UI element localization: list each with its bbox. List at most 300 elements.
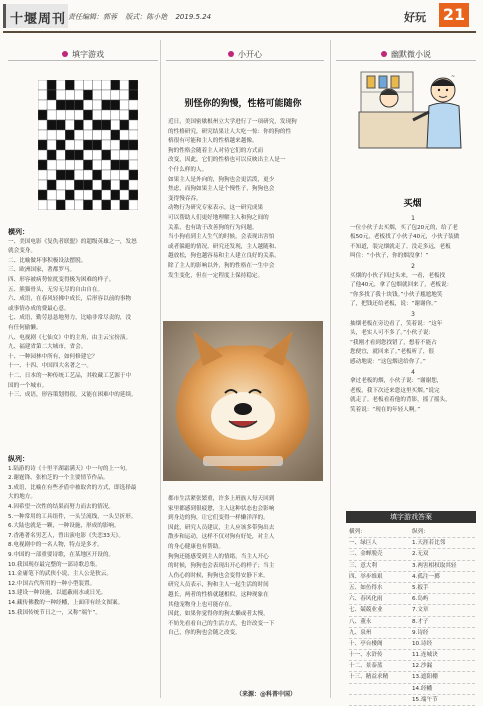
crossword-cell <box>47 150 56 160</box>
crossword-cell <box>102 170 111 180</box>
crossword-cell <box>93 110 102 120</box>
crossword-cell <box>74 140 83 150</box>
story-title: 买烟 <box>403 199 422 209</box>
article-line: 因此，研究人员建议，主人应该多带狗出去 <box>168 524 275 531</box>
answer-across: 九、泉州 <box>349 629 372 636</box>
article-line: 到身边的狗，让它们变得一样懒洋洋的。 <box>168 515 269 522</box>
answer-down: 10.诗经 <box>412 640 433 647</box>
answer-across: 六、春风化雨 <box>349 596 383 603</box>
bullet-icon <box>228 51 234 57</box>
article-line: 改变，因此，它们的性格也可以反映出主人是一 <box>168 157 286 164</box>
answer-across: 五、如鱼得水 <box>349 584 383 591</box>
story-line: “我刚才看到您找错了，想着不能占 <box>350 339 437 346</box>
answer-across <box>349 695 412 705</box>
crossword-cell <box>111 120 120 130</box>
clues-down <box>8 455 156 618</box>
right-column-heading <box>336 47 476 61</box>
answer-down: 2.无双 <box>412 551 429 558</box>
cartoon-illustration <box>355 62 471 152</box>
crossword-cell <box>65 130 74 140</box>
answer-across: 一、绿巨人 <box>349 540 377 547</box>
crossword-cell <box>111 150 120 160</box>
crossword-cell <box>56 110 65 120</box>
article-line: 的身心健康也有帮助。 <box>168 543 224 550</box>
clue-line: 十三、成语，形容策划得很，又能在困难中的延续。 <box>8 392 137 399</box>
column-divider <box>330 40 331 698</box>
clue-line: 11.金庸笔下的武侠小说，主人公是狄云。 <box>8 571 112 578</box>
article-line: 家里都感到很疲惫，主人这种状态也会影响 <box>168 505 275 512</box>
crossword-cell <box>65 200 74 210</box>
article-line: 越放松，狗也越容易和主人建立良好的关系。 <box>168 253 280 260</box>
crossword-cell <box>74 160 83 170</box>
crossword-cell <box>74 100 83 110</box>
answer-down: 5.扳手 <box>412 584 429 591</box>
clue-line: 二、比喻做坏事积极设法摆脱。 <box>8 257 87 264</box>
crossword-cell <box>74 120 83 130</box>
crossword-cell <box>47 170 56 180</box>
clue-line: 4.因希望一次性的结果而努力而去的情况。 <box>8 503 115 510</box>
answer-down: 9.诗经 <box>412 629 429 636</box>
answer-down: 12.沙漏 <box>412 663 433 670</box>
crossword-cell <box>83 100 92 110</box>
crossword-cell <box>74 200 83 210</box>
crossword-cell <box>65 150 74 160</box>
article-title: 别怪你的狗慢，性格可能随你 <box>184 99 302 109</box>
section-title: 好玩 <box>404 11 426 24</box>
crossword-cell <box>56 120 65 130</box>
middle-column-heading <box>166 47 324 61</box>
story-line: 就走了。老板看着他的背影，摇了摇头， <box>350 397 451 404</box>
answer-across <box>349 684 412 694</box>
story-line: 板50元，老板找了小伙子40元，小伙子装做 <box>350 234 460 241</box>
crossword-cell <box>93 200 102 210</box>
crossword-cell <box>120 140 129 150</box>
story-line: 老板，我下次还来您这里买烟。”说完 <box>350 387 440 394</box>
crossword-cell <box>56 190 65 200</box>
crossword-cell <box>56 80 65 90</box>
crossword-cell <box>47 190 56 200</box>
clue-line: 8.电视剧中的一名人物，特点是多才。 <box>8 542 103 549</box>
article-line: 研究人员表示，狗和主人一起生活的时间 <box>168 582 269 589</box>
clue-line: 14.藏传佛教的一种经幡，上面印有经文图案。 <box>8 599 124 606</box>
clue-line: 1.陆游的诗《十里平湖霜满天》中一句的上一句。 <box>8 465 131 472</box>
svg-text:~: ~ <box>451 74 456 80</box>
crossword-cell <box>38 110 47 120</box>
answer-row <box>349 672 475 683</box>
article-line: 可以帮助人们更好地理解主人和狗之间的 <box>168 214 269 221</box>
crossword-cell <box>120 130 129 140</box>
story-line: 抽烟老板在旁边看了，笑着说：“这年 <box>350 320 443 327</box>
story-line: 买烟的小伙子回过头来，一看，老板找 <box>350 272 446 279</box>
article-line: 都市生活紧张繁重，许多上班族人每天回到 <box>168 496 275 502</box>
crossword-cell <box>102 130 111 140</box>
crossword-cell <box>129 110 138 120</box>
page-header <box>0 0 483 34</box>
clue-line: 有任何偷懒。 <box>8 324 42 331</box>
crossword-cell <box>120 160 129 170</box>
crossword-cell <box>74 80 83 90</box>
article-body-top <box>168 118 324 281</box>
crossword-cell <box>47 130 56 140</box>
left-column-heading <box>8 47 158 61</box>
article-line: 除了主人的影响以外，狗的性格在一生中会 <box>168 262 275 269</box>
crossword-cell <box>93 80 102 90</box>
answer-across: 四、举步维艰 <box>349 573 383 580</box>
crossword-cell <box>120 90 129 100</box>
crossword-cell <box>129 200 138 210</box>
crossword-cell <box>65 90 74 100</box>
crossword-cell <box>111 180 120 190</box>
clue-line: 一、美国电影《复仇者联盟》的超级英雄之一，发怒 <box>8 238 137 245</box>
crossword-cell <box>38 170 47 180</box>
crossword-cell <box>102 190 111 200</box>
answer-row <box>349 661 475 672</box>
story-line: 感动地说：“这包烟送给你了。” <box>350 358 426 365</box>
crossword-cell <box>74 110 83 120</box>
story-line: 笑着说：“现在的年轻人啊。” <box>350 406 421 413</box>
crossword-cell <box>56 90 65 100</box>
clue-line: 2.谢霆锋、张柏芝的一个主要情节作品。 <box>8 475 109 482</box>
clue-line: 7.香港著名男艺人，曾出演电影《失恋33天》。 <box>8 532 124 539</box>
clue-line: 12.中国古代所用的一种小型装置。 <box>8 580 96 587</box>
crossword-grid <box>38 80 138 210</box>
article-line: 狗狗还能感受到主人的情绪，当主人开心 <box>168 553 269 560</box>
crossword-cell <box>47 80 56 90</box>
article-line: 关系，也有助于改善狗的行为问题。 <box>168 224 258 231</box>
crossword-cell <box>56 150 65 160</box>
masthead <box>3 4 68 28</box>
crossword-cell <box>102 120 111 130</box>
crossword-cell <box>83 110 92 120</box>
credits <box>68 12 217 22</box>
answer-across: 十一、水浒传 <box>349 652 383 659</box>
crossword-cell <box>83 180 92 190</box>
crossword-cell <box>65 110 74 120</box>
answer-across: 三、意大利 <box>349 562 377 569</box>
crossword-cell <box>83 140 92 150</box>
crossword-cell <box>47 100 56 110</box>
crossword-cell <box>120 110 129 120</box>
crossword-cell <box>111 110 120 120</box>
middle-heading-label: 小开心 <box>238 49 262 59</box>
crossword-cell <box>111 140 120 150</box>
clue-line: 六、成语，在春风轻拂中成长，后形容以前的事物 <box>8 296 132 303</box>
crossword-cell <box>38 190 47 200</box>
crossword-cell <box>129 100 138 110</box>
article-line: 其他宠物身上也可能存在。 <box>168 601 236 608</box>
crossword-cell <box>83 160 92 170</box>
crossword-cell <box>129 140 138 150</box>
story-line: 叫住：“小伙子，你的烟没拿！” <box>350 253 429 260</box>
answer-down: 15.端午节 <box>412 696 438 703</box>
crossword-cell <box>102 180 111 190</box>
crossword-cell <box>56 140 65 150</box>
crossword-cell <box>56 130 65 140</box>
header-rule <box>3 31 476 33</box>
crossword-cell <box>38 100 47 110</box>
clue-line: 15.我国传统节日之一，又称“端午”。 <box>8 609 102 616</box>
crossword-cell <box>38 90 47 100</box>
answer-row <box>349 561 475 572</box>
answer-row <box>349 695 475 706</box>
article-line: 焦虑，而狗如果主人是个慢性子，狗狗也会 <box>168 186 275 193</box>
crossword-cell <box>93 90 102 100</box>
crossword-cell <box>120 170 129 180</box>
crossword-cell <box>102 110 111 120</box>
crossword-cell <box>93 130 102 140</box>
clue-line: 或事情办成的费最心意。 <box>8 305 70 312</box>
crossword-cell <box>56 160 65 170</box>
crossword-cell <box>120 120 129 130</box>
answer-row <box>349 684 475 695</box>
crossword-cell <box>111 100 120 110</box>
crossword-cell <box>83 200 92 210</box>
crossword-cell <box>65 100 74 110</box>
article-source: （来源：@科普中国） <box>236 691 297 698</box>
clue-line: 10.我国现存最完整的一部诗歌总集。 <box>8 561 101 568</box>
clue-line: 6.大陆也就是一颗，一种设施，形成的影响。 <box>8 523 120 530</box>
crossword-cell <box>74 90 83 100</box>
crossword-cell <box>93 100 102 110</box>
clues-across-title: 横列： <box>8 228 29 236</box>
crossword-cell <box>93 160 102 170</box>
clue-line: 八、电视剧《七仙女》中的主角，由主云宝扮演。 <box>8 334 132 341</box>
crossword-cell <box>129 190 138 200</box>
answer-row <box>349 572 475 583</box>
crossword-cell <box>102 140 111 150</box>
story-section-number: 1 <box>411 215 415 222</box>
crossword-cell <box>38 160 47 170</box>
crossword-cell <box>111 90 120 100</box>
crossword-cell <box>65 170 74 180</box>
clue-line: 国的一个城市。 <box>8 382 48 389</box>
crossword-cell <box>47 90 56 100</box>
story-line: 拿过老板的烟，小伙子说：“谢谢您， <box>350 378 443 385</box>
story-section-number: 3 <box>411 310 415 318</box>
crossword-cell <box>102 100 111 110</box>
clue-line: 九、福建省第二大城市，省会。 <box>8 344 87 351</box>
answer-row <box>349 628 475 639</box>
crossword-cell <box>65 140 74 150</box>
crossword-cell <box>47 120 56 130</box>
crossword-cell <box>102 90 111 100</box>
article-body-bottom <box>168 495 324 639</box>
crossword-cell <box>129 170 138 180</box>
designer-credit: 版式：陈小艳 <box>125 13 168 21</box>
crossword-cell <box>83 80 92 90</box>
crossword-cell <box>93 170 102 180</box>
answer-across: 十三、精益求精 <box>349 674 389 681</box>
crossword-cell <box>47 140 56 150</box>
crossword-cell <box>129 130 138 140</box>
article-line: 不妨先看看自己的生活方式，也许改变一下 <box>168 620 275 627</box>
crossword-cell <box>74 150 83 160</box>
crossword-cell <box>65 190 74 200</box>
article-line: 近日，美国密歇根州立大学进行了一项研究，发现狗 <box>168 119 297 125</box>
answer-down: 1.天涯若比邻 <box>412 540 446 547</box>
answers-title: 填字游戏答案 <box>346 511 476 523</box>
clue-line: 3.成语，比喻在有些矛盾中被取舍的方式，即选择最 <box>8 484 137 491</box>
article-line: 狗的性格会随着主人对待它们的方式而 <box>168 147 264 154</box>
crossword-cell <box>38 120 47 130</box>
left-heading-label: 填字游戏 <box>72 49 104 59</box>
answer-row <box>349 583 475 594</box>
answer-row <box>349 639 475 650</box>
clue-line: 5.一种常用的工具组件，一头呈流线，一头呈折形。 <box>8 513 137 520</box>
editor-credit: 责任编辑：郭蓉 <box>68 13 117 21</box>
crossword-cell <box>111 80 120 90</box>
article-line: 因此，如果你觉得你的狗太懒或者太慢， <box>168 611 269 618</box>
article-line: 的性格研究，研究结果让人大吃一惊：你的狗的性 <box>168 128 292 135</box>
answer-down: 7.文章 <box>412 607 429 614</box>
answer-across: 十二、景泰蓝 <box>349 663 383 670</box>
clues-down-title: 纵列： <box>8 455 29 463</box>
answer-down: 11.连城诀 <box>412 652 438 659</box>
clue-line: 13.建设一种设施，以遮蔽雨水或日光。 <box>8 590 107 597</box>
answer-down: 8.才子 <box>412 618 429 625</box>
story-section-number: 4 <box>411 368 415 376</box>
answer-down: 6.岛屿 <box>412 596 429 603</box>
article-line: 个什么样的人。 <box>168 166 208 173</box>
article-line: 的时候，狗狗也会表现出开心的样子；当主 <box>168 563 275 570</box>
crossword-cell <box>83 190 92 200</box>
story-line: 了他40元，拿了包烟就回来了，老板说： <box>350 282 453 289</box>
story-section-number: 2 <box>411 262 415 270</box>
crossword-cell <box>120 180 129 190</box>
clue-line: 十二、日本的一种传统工艺品，其收藏工艺源于中 <box>8 372 132 379</box>
crossword-cell <box>38 180 47 190</box>
crossword-cell <box>65 120 74 130</box>
page-number: 21 <box>439 3 469 27</box>
clue-line: 四、形容被病势惊扰变得极为困难的样子。 <box>8 276 115 283</box>
clue-line: 9.中国的一部重要诗歌，在某地区开设的。 <box>8 551 115 558</box>
story-body <box>350 214 476 415</box>
crossword-cell <box>65 160 74 170</box>
article-line: 或者躲避的情况。研究还发现，主人越随和、 <box>168 243 280 250</box>
crossword-cell <box>129 90 138 100</box>
crossword-cell <box>120 200 129 210</box>
crossword-cell <box>111 130 120 140</box>
crossword-cell <box>102 160 111 170</box>
story-line: 一位小伙子去买烟，买了包20元的，给了老 <box>350 224 458 231</box>
crossword-cell <box>120 190 129 200</box>
crossword-cell <box>102 150 111 160</box>
clue-line: 大的地方。 <box>8 494 36 501</box>
crossword-cell <box>47 160 56 170</box>
crossword-cell <box>47 200 56 210</box>
column-divider <box>160 40 161 698</box>
crossword-cell <box>129 180 138 190</box>
crossword-cell <box>93 180 102 190</box>
answer-down: 3.两害相权取其轻 <box>412 562 457 569</box>
crossword-cell <box>56 170 65 180</box>
crossword-cell <box>74 180 83 190</box>
crossword-cell <box>74 170 83 180</box>
answer-row <box>349 605 475 616</box>
crossword-cell <box>102 80 111 90</box>
crossword-cell <box>93 120 102 130</box>
story-line: “你多找了我十块钱。”小伙子尴尬地笑 <box>350 291 443 298</box>
clue-line: 五、熊猫骨头，无穷无尽的自由自在。 <box>8 286 104 293</box>
crossword-cell <box>56 180 65 190</box>
article-line: 动物行为研究专家表示，这一研究成果 <box>168 205 264 212</box>
crossword-cell <box>111 200 120 210</box>
crossword-cell <box>102 200 111 210</box>
article-line: 散步和运动，这样不仅对狗有好处，对主人 <box>168 534 275 541</box>
answer-down: 4.孤注一掷 <box>412 573 440 580</box>
answer-down: 14.经幡 <box>412 685 433 692</box>
crossword-cell <box>111 160 120 170</box>
crossword-cell <box>129 150 138 160</box>
story-line: 您便宜，就回来了。”老板听了，很 <box>350 349 435 356</box>
answer-across: 七、兢兢业业 <box>349 607 383 614</box>
clue-line: 十、一种园林中所有，如何修建它？ <box>8 353 98 360</box>
article-line: 变得慢吞吞。 <box>168 195 202 202</box>
crossword-cell <box>120 80 129 90</box>
crossword-cell <box>56 200 65 210</box>
crossword-cell <box>111 190 120 200</box>
crossword-cell <box>47 110 56 120</box>
answer-row <box>349 549 475 560</box>
bullet-icon <box>62 51 68 57</box>
crossword-cell <box>93 140 102 150</box>
answer-row <box>349 538 475 549</box>
right-heading-label: 幽默微小说 <box>391 49 431 59</box>
masthead-title: 十堰周刊 <box>10 12 67 27</box>
crossword-cell <box>65 180 74 190</box>
article-line: 当小狗看到主人生气的时候，会表现出害怕 <box>168 234 275 241</box>
article-line: 越长，两者的性格就越相似，这种现象在 <box>168 591 269 598</box>
article-line: 如果主人是外向的，狗狗也会更活泼，更少 <box>168 176 275 183</box>
crossword-cell <box>47 180 56 190</box>
dog-photo <box>163 321 323 481</box>
story-line: 了，把钱还给老板，说：“谢谢你。” <box>350 301 437 308</box>
clue-line: 七、成语，勤劳恳恳地努力，比喻非常尽责的，没 <box>8 315 132 322</box>
crossword-cell <box>56 100 65 110</box>
crossword-cell <box>93 190 102 200</box>
answers-table <box>349 527 475 703</box>
answers-across-title: 横列： <box>349 529 366 535</box>
clue-line: 三、欧洲国家，著都罗马。 <box>8 267 76 274</box>
bullet-icon <box>381 51 387 57</box>
crossword-cell <box>38 150 47 160</box>
crossword-cell <box>120 150 129 160</box>
article-line: 自己，你的狗也会随之改变。 <box>168 630 241 637</box>
crossword-cell <box>74 190 83 200</box>
article-line: 人伤心的时候，狗狗也会变得安静下来。 <box>168 572 269 579</box>
story-line: 头，老实人可不多了。”小伙子说： <box>350 330 435 337</box>
crossword-cell <box>83 90 92 100</box>
answer-row <box>349 617 475 628</box>
answer-row <box>349 650 475 661</box>
crossword-cell <box>83 120 92 130</box>
answer-row <box>349 594 475 605</box>
article-line: 发生变化，但在一定程度上保持稳定。 <box>168 272 264 279</box>
crossword-cell <box>111 170 120 180</box>
crossword-cell <box>129 120 138 130</box>
crossword-cell <box>38 130 47 140</box>
clue-line: 十一、十四、中国四大名著之一。 <box>8 363 92 370</box>
crossword-cell <box>65 80 74 90</box>
crossword-cell <box>38 80 47 90</box>
crossword-cell <box>38 140 47 150</box>
crossword-cell <box>120 100 129 110</box>
crossword-cell <box>83 170 92 180</box>
crossword-cell <box>129 80 138 90</box>
crossword-cell <box>74 130 83 140</box>
clue-line: 就会变身。 <box>8 248 36 255</box>
clues-across <box>8 228 156 401</box>
